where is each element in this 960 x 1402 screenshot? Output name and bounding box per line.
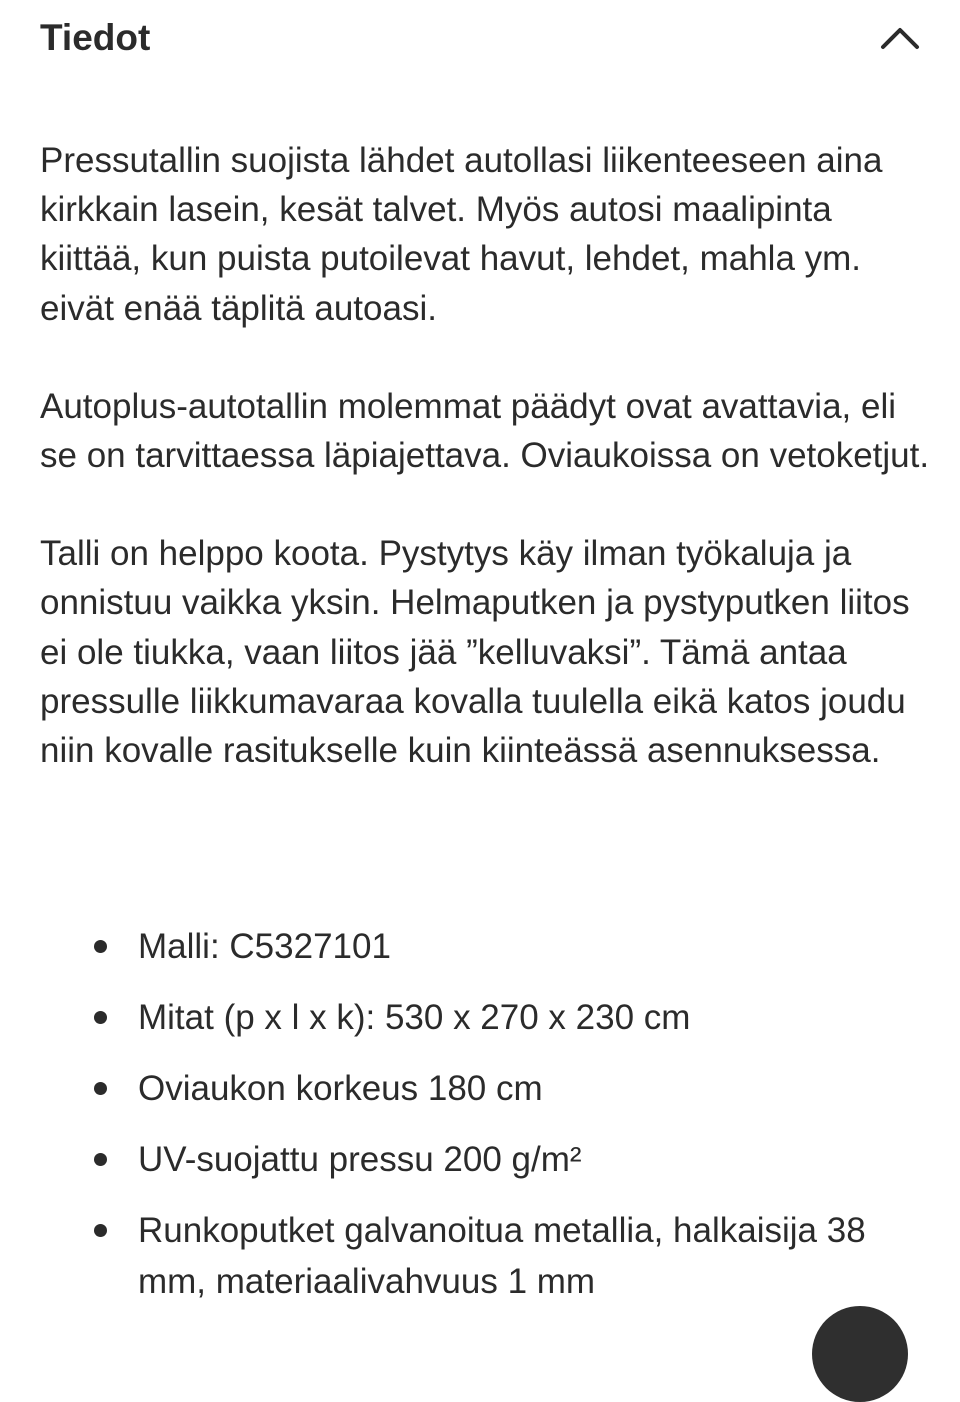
bullet-icon [94,1224,107,1237]
accordion-header[interactable] [0,0,960,78]
bullet-icon [94,1082,107,1095]
floating-action-button[interactable] [812,1306,908,1402]
spec-item-text: Runkoputket galvanoitua metallia, halkaisija 38 mm, materiaalivahvuus 1 mm [138,1211,866,1301]
spec-item [40,992,930,1043]
description-paragraph: Talli on helppo koota. Pystytys käy ilman työkaluja ja onnistuu vaikka yksin. Helmaputken ja pystyputken liitos ei ole tiukka, vaan liitos jää ”kelluvaksi”. Tämä antaa pressulle liikkumavaraa kovalla tuulella eikä katos joudu niin kovalle rasitukselle kuin kiinteässä asennuksessa. [40,534,910,771]
description-paragraph: Pressutallin suojista lähdet autollasi liikenteeseen aina kirkkain lasein, kesät talvet. Myös autosi maalipinta kiittää, kun puista putoilevat havut, lehdet, mahla ym. eivät enää täplitä autoasi. [40,141,883,328]
chevron-up-icon [874,14,926,62]
bullet-icon [94,1153,107,1166]
spec-item [40,1063,930,1114]
section-title: Tiedot [40,17,151,58]
details-content [40,136,930,1301]
spec-item [40,1205,930,1307]
description-paragraph: Autoplus-autotallin molemmat päädyt ovat avattavia, eli se on tarvittaessa läpiajettava. Oviaukoissa on vetoketjut. [40,386,930,476]
collapse-toggle-button[interactable] [874,14,926,62]
spec-item-text: Oviaukon korkeus 180 cm [138,1069,543,1108]
spec-item [40,1134,930,1185]
spec-item-text: UV-suojattu pressu 200 g/m² [138,1140,582,1179]
spec-list [40,921,930,1327]
spec-item-text: Mitat (p x l x k): 530 x 270 x 230 cm [138,998,691,1037]
spec-item-text: Malli: C5327101 [138,927,391,966]
bullet-icon [94,940,107,953]
spec-item [40,921,930,972]
bullet-icon [94,1011,107,1024]
